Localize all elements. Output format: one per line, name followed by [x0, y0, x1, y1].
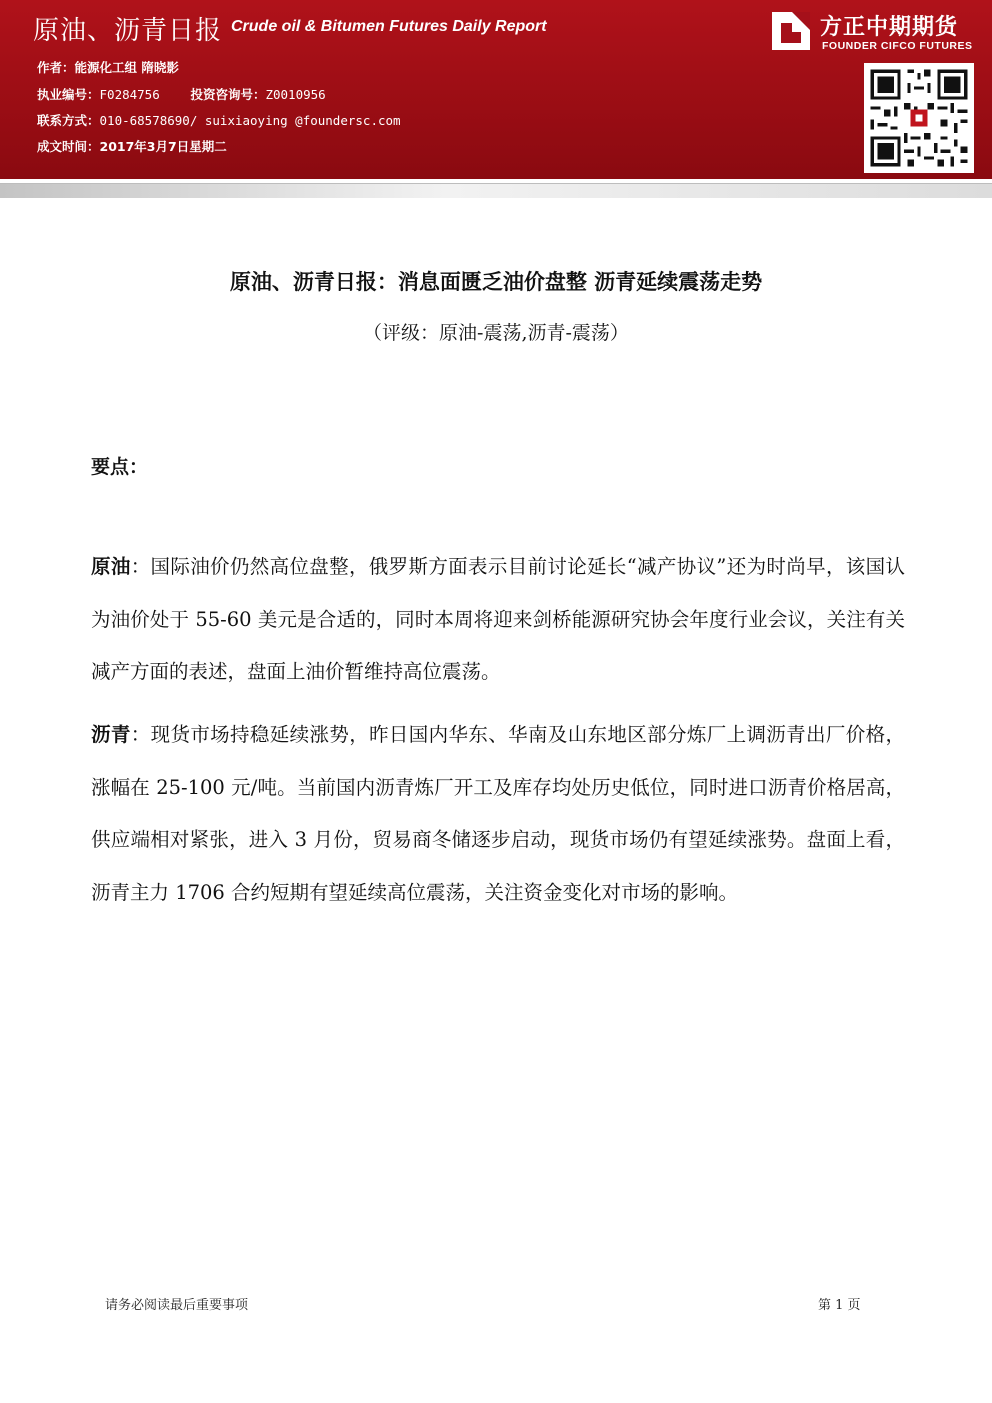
bitumen-paragraph [91, 709, 905, 919]
footer-notice: 请务必阅读最后重要事项 [105, 1298, 249, 1313]
company-logo [770, 8, 985, 56]
page-title: 原油、沥青日报：消息面匮乏油价盘整 沥青延续震荡走势 [229, 270, 763, 294]
license-label: 执业编号： [37, 87, 100, 102]
report-title-cn: 原油、沥青日报 [33, 16, 223, 46]
header-divider [0, 183, 992, 198]
license-value: F0284756 [99, 87, 160, 102]
bitumen-lead: 沥青 [91, 723, 131, 746]
date-label: 成文时间： [37, 139, 100, 154]
author-value: 能源化工组 隋晓影 [74, 60, 179, 75]
report-title-en: Crude oil & Bitumen Futures Daily Report [231, 18, 547, 35]
crude-oil-lead: 原油 [91, 555, 131, 578]
crude-oil-paragraph [91, 541, 905, 699]
date-value: 2017年3月7日星期二 [99, 139, 227, 154]
page-number: 第 1 页 [818, 1298, 861, 1313]
founder-logo-icon [770, 8, 814, 52]
contact-value: 010-68578690/ suixiaoying @foundersc.com [99, 113, 401, 128]
advisory-label: 投资咨询号： [190, 87, 266, 102]
advisory-value: Z0010956 [265, 87, 326, 102]
contact-label: 联系方式： [37, 113, 100, 128]
date-line [37, 137, 227, 155]
report-header [0, 0, 992, 179]
key-points-heading: 要点： [91, 456, 149, 478]
license-line [37, 85, 326, 103]
bitumen-text: ：现货市场持稳延续涨势，昨日国内华东、华南及山东地区部分炼厂上调沥青出厂价格，涨幅在 25-100 元/吨。当前国内沥青炼厂开工及库存均处历史低位，同时进口沥青价格居高，供应端相对紧张，进入 3 月份，贸易商冬储逐步启动，现货市场仍有望延续涨势。盘面上看，沥青主力 1706 合约短期有望延续高位震荡，关注资金变化对市场的影响。 [91, 723, 905, 904]
logo-name-en: FOUNDER CIFCO FUTURES [822, 40, 973, 52]
crude-oil-text: ：国际油价仍然高位盘整，俄罗斯方面表示目前讨论延长“减产协议”还为时尚早，该国认为油价处于 55-60 美元是合适的，同时本周将迎来剑桥能源研究协会年度行业会议，关注有关减产方面的表述，盘面上油价暂维持高位震荡。 [91, 555, 905, 683]
contact-line [37, 111, 401, 129]
author-line [37, 58, 179, 76]
author-label: 作者： [37, 60, 75, 75]
logo-name-cn: 方正中期期货 [820, 15, 959, 40]
qr-code-icon [864, 63, 974, 173]
rating-line: （评级：原油-震荡,沥青-震荡） [363, 322, 629, 344]
